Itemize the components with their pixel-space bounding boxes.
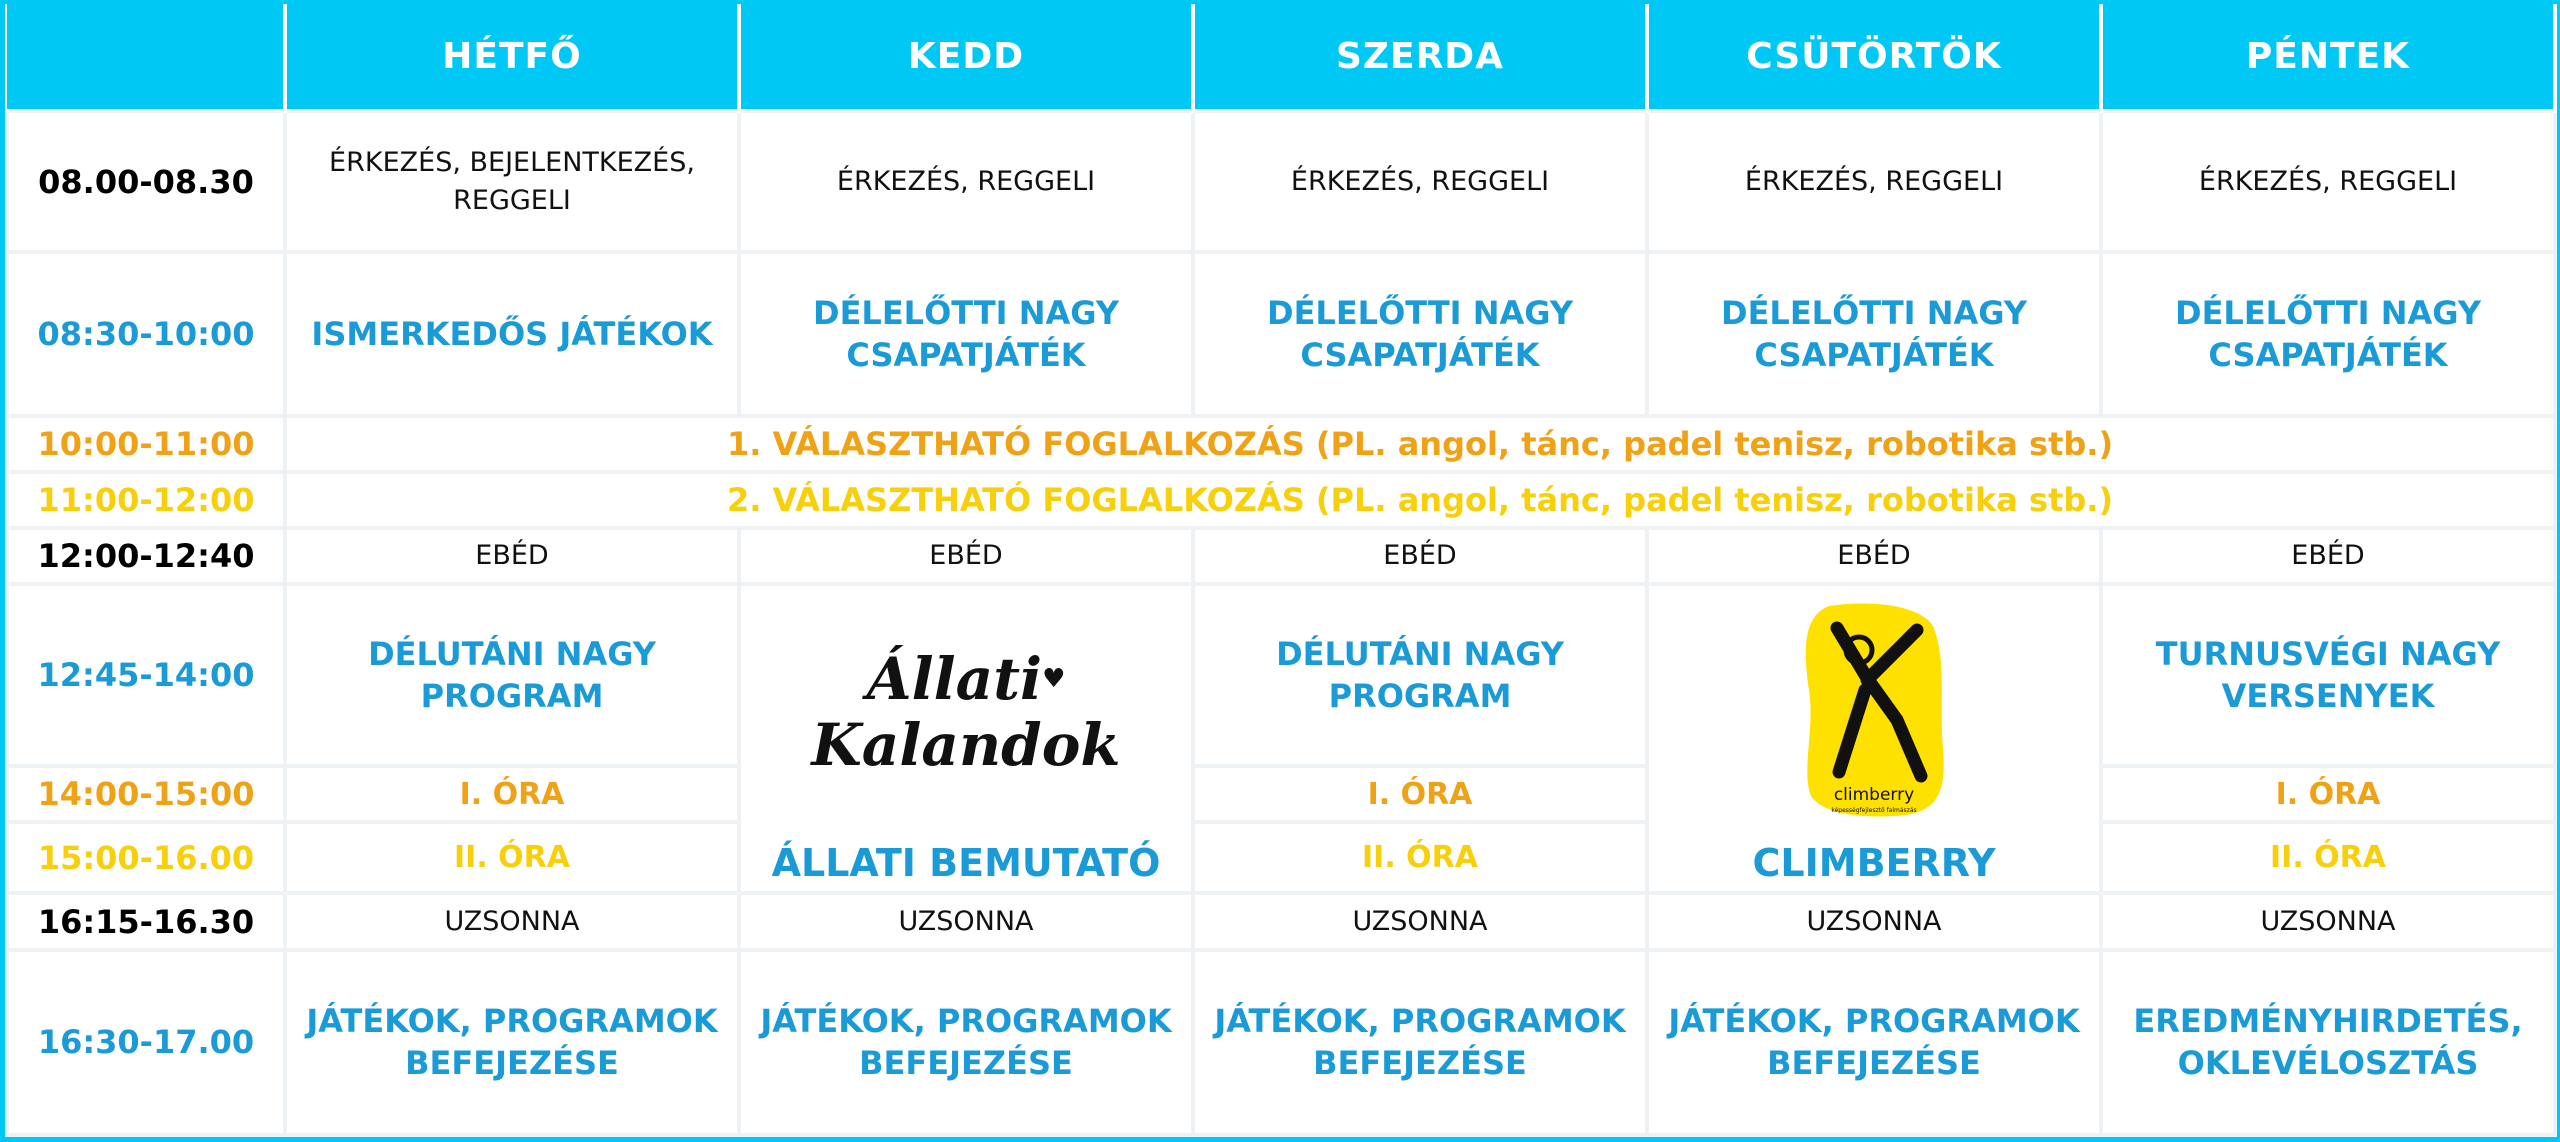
allati-bemutato-label: ÁLLATI BEMUTATÓ xyxy=(771,840,1161,885)
time-slot: 10:00-11:00 xyxy=(7,416,285,472)
day-header-thursday: CSÜTÖRTÖK xyxy=(1647,4,2101,111)
climberry-cell xyxy=(1647,584,2101,894)
activity-cell: ISMERKEDŐS JÁTÉKOK xyxy=(285,252,739,415)
schedule-row xyxy=(7,416,2555,472)
activity-cell: JÁTÉKOK, PROGRAMOK BEFEJEZÉSE xyxy=(285,950,739,1135)
activity-cell: EBÉD xyxy=(285,528,739,584)
time-slot: 16:15-16.30 xyxy=(7,893,285,949)
weekly-schedule-table xyxy=(5,4,2557,1137)
activity-cell: EREDMÉNYHIRDETÉS, OKLEVÉLOSZTÁS xyxy=(2101,950,2555,1135)
activity-cell: UZSONNA xyxy=(2101,893,2555,949)
climberry-logo-subtext: képességfejlesztő falmászás xyxy=(1831,806,1917,814)
day-header-tuesday: KEDD xyxy=(739,4,1193,111)
activity-cell: EBÉD xyxy=(1193,528,1647,584)
climberry-logo-text: climberry xyxy=(1833,784,1915,805)
activity-cell: ÉRKEZÉS, REGGELI xyxy=(2101,111,2555,252)
time-slot: 16:30-17.00 xyxy=(7,950,285,1135)
schedule-row xyxy=(7,766,2555,822)
activity-cell: JÁTÉKOK, PROGRAMOK BEFEJEZÉSE xyxy=(1647,950,2101,1135)
activity-cell: UZSONNA xyxy=(739,893,1193,949)
schedule-row xyxy=(7,111,2555,252)
activity-cell: I. ÓRA xyxy=(1193,766,1647,822)
day-header-wednesday: SZERDA xyxy=(1193,4,1647,111)
activity-cell: TURNUSVÉGI NAGY VERSENYEK xyxy=(2101,584,2555,766)
schedule-row xyxy=(7,822,2555,893)
day-header-monday: HÉTFŐ xyxy=(285,4,739,111)
activity-cell: ÉRKEZÉS, REGGELI xyxy=(1193,111,1647,252)
activity-cell: ÉRKEZÉS, REGGELI xyxy=(739,111,1193,252)
activity-cell: II. ÓRA xyxy=(285,822,739,893)
allati-kalandok-logo xyxy=(741,646,1191,778)
climberry-label: CLIMBERRY xyxy=(1752,840,1996,885)
activity-cell: DÉLUTÁNI NAGY PROGRAM xyxy=(285,584,739,766)
schedule-row xyxy=(7,252,2555,415)
activity-cell: I. ÓRA xyxy=(285,766,739,822)
schedule-row xyxy=(7,472,2555,528)
header-row xyxy=(7,4,2555,111)
activity-cell: JÁTÉKOK, PROGRAMOK BEFEJEZÉSE xyxy=(739,950,1193,1135)
header-corner xyxy=(7,4,285,111)
schedule-row xyxy=(7,584,2555,766)
time-slot: 11:00-12:00 xyxy=(7,472,285,528)
time-slot: 12:00-12:40 xyxy=(7,528,285,584)
schedule-row xyxy=(7,893,2555,949)
activity-cell: II. ÓRA xyxy=(2101,822,2555,893)
allati-kalandok-cell xyxy=(739,584,1193,894)
elective-activity-2: 2. VÁLASZTHATÓ FOGLALKOZÁS (PL. angol, tánc, padel tenisz, robotika stb.) xyxy=(285,472,2555,528)
activity-cell: ÉRKEZÉS, BEJELENTKEZÉS, REGGELI xyxy=(285,111,739,252)
activity-cell: UZSONNA xyxy=(1647,893,2101,949)
activity-cell: ÉRKEZÉS, REGGELI xyxy=(1647,111,2101,252)
schedule-row xyxy=(7,528,2555,584)
elective-activity-1: 1. VÁLASZTHATÓ FOGLALKOZÁS (PL. angol, tánc, padel tenisz, robotika stb.) xyxy=(285,416,2555,472)
activity-cell: JÁTÉKOK, PROGRAMOK BEFEJEZÉSE xyxy=(1193,950,1647,1135)
activity-cell: UZSONNA xyxy=(285,893,739,949)
activity-cell: II. ÓRA xyxy=(1193,822,1647,893)
activity-cell: EBÉD xyxy=(1647,528,2101,584)
time-slot: 08:30-10:00 xyxy=(7,252,285,415)
time-slot: 15:00-16.00 xyxy=(7,822,285,893)
day-header-friday: PÉNTEK xyxy=(2101,4,2555,111)
activity-cell: DÉLELŐTTI NAGY CSAPATJÁTÉK xyxy=(1193,252,1647,415)
time-slot: 12:45-14:00 xyxy=(7,584,285,766)
activity-cell: DÉLELŐTTI NAGY CSAPATJÁTÉK xyxy=(1647,252,2101,415)
allati-logo-line2: Kalandok xyxy=(811,710,1121,779)
activity-cell: I. ÓRA xyxy=(2101,766,2555,822)
activity-cell: EBÉD xyxy=(739,528,1193,584)
climberry-logo xyxy=(1799,600,1949,820)
activity-cell: DÉLELŐTTI NAGY CSAPATJÁTÉK xyxy=(739,252,1193,415)
activity-cell: DÉLELŐTTI NAGY CSAPATJÁTÉK xyxy=(2101,252,2555,415)
activity-cell: UZSONNA xyxy=(1193,893,1647,949)
heart-icon: ♥ xyxy=(1042,663,1066,694)
schedule-row xyxy=(7,950,2555,1135)
activity-cell: DÉLUTÁNI NAGY PROGRAM xyxy=(1193,584,1647,766)
activity-cell: EBÉD xyxy=(2101,528,2555,584)
allati-logo-line1: Állati xyxy=(866,644,1043,713)
time-slot: 08.00-08.30 xyxy=(7,111,285,252)
time-slot: 14:00-15:00 xyxy=(7,766,285,822)
